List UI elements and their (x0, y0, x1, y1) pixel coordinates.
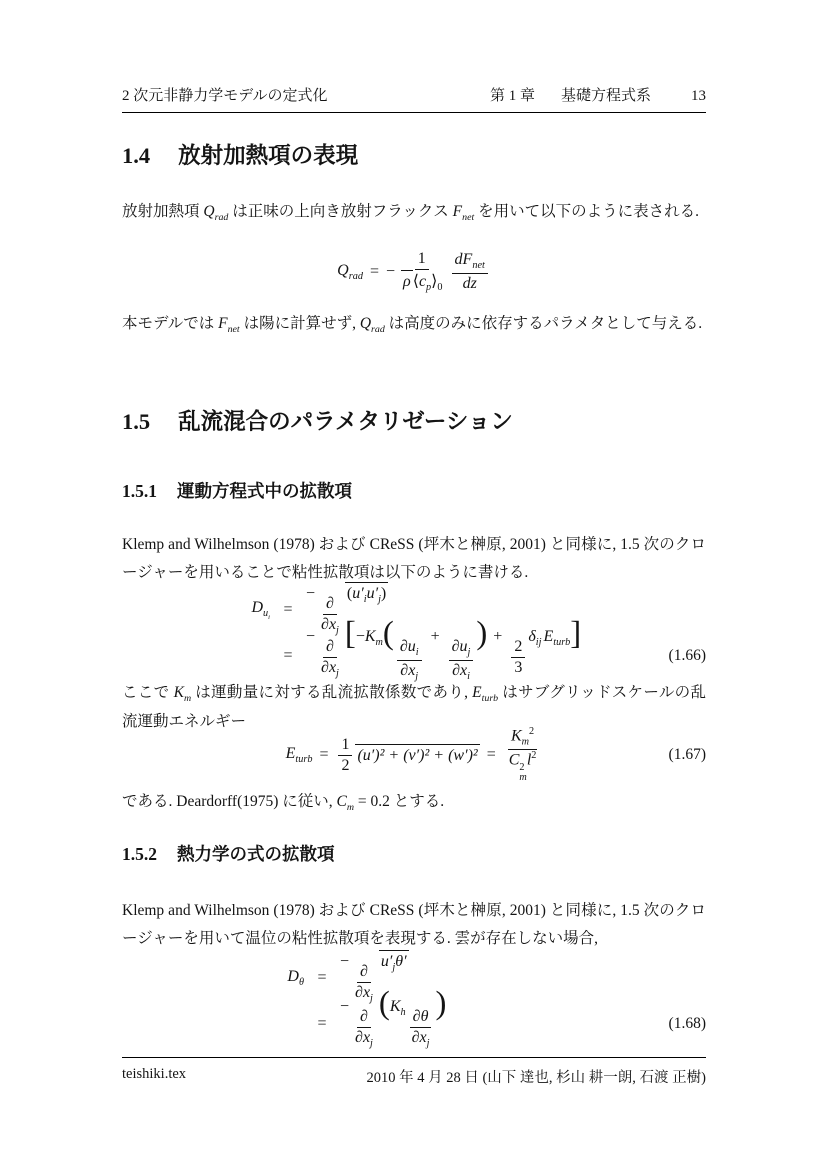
math-var-letter: ρ (403, 273, 411, 291)
relation: = (283, 600, 293, 618)
math-sub: θ (298, 977, 304, 989)
math-var-letter: ∂u (451, 637, 468, 655)
math-var-letter: ∂x (400, 661, 416, 679)
paren-close: ) (435, 985, 447, 1022)
fraction (398, 249, 446, 295)
math-sub: j (370, 993, 373, 1005)
math-sup: 2 (519, 761, 525, 773)
running-head-left: 2 次元非静力学モデルの定式化 (122, 88, 328, 104)
minus-sign: − (306, 628, 316, 645)
minus-sign: − (355, 628, 365, 645)
math-sub: rad (371, 324, 385, 336)
chapter-title: 基礎方程式系 (560, 88, 651, 104)
math-sub: j (336, 625, 339, 637)
math-var (173, 684, 192, 705)
math-var-letter: ∂x (321, 615, 337, 633)
section-number: 1.5 (122, 409, 151, 434)
fraction (452, 250, 488, 294)
relation: = (319, 746, 329, 763)
math-var-letter: E (472, 684, 482, 701)
paren: ( (346, 585, 353, 602)
section-1-4-heading (122, 138, 358, 170)
subsection-1-5-1-heading (122, 478, 352, 503)
running-head-right (490, 84, 706, 105)
math-sub: j (392, 962, 396, 974)
bracket-close: ] (570, 615, 582, 652)
text-run: = 0.2 とする. (354, 793, 445, 810)
math-var-letter: u′ (366, 585, 379, 602)
math-sub: m (521, 736, 530, 748)
equation-lhs (286, 745, 313, 765)
frac-num: ∂ (323, 594, 337, 615)
math-var-letter: u′ (352, 585, 364, 602)
minus-sign: − (340, 953, 350, 970)
relation: = (317, 968, 327, 986)
math-var-letter: E (543, 628, 554, 645)
math-var-letter: ∂u (399, 637, 416, 655)
frac-num (452, 250, 488, 274)
frac-den (318, 658, 342, 681)
relation: = (317, 1015, 327, 1033)
math-var-letter: F (218, 315, 228, 332)
frac-den (352, 1028, 376, 1051)
text-run: は正味の上向き放射フラックス (228, 203, 453, 220)
plus-sign: + (430, 628, 440, 645)
frac-den (506, 750, 540, 784)
equation-label: (1.68) (668, 1015, 706, 1033)
math-sub: net (462, 212, 475, 224)
fraction (338, 735, 352, 776)
math-sub: i (363, 594, 367, 606)
fraction (397, 637, 422, 684)
math-sub: turb (553, 637, 571, 649)
frac-den: 2 (341, 756, 350, 774)
math-var (452, 203, 475, 224)
equation-167 (122, 727, 706, 783)
relation: = (283, 646, 293, 664)
math-var (543, 628, 571, 649)
math-var (337, 262, 363, 282)
math-subsub: i (268, 614, 270, 622)
math-var-letter: δ (528, 628, 536, 645)
text-run: Klemp and Wilhelmson (1978) および CReSS (坪木と榊原, 2001) と同様に, 1.5 次のクロージャーを用いることで粘性拡散項は以下のように書ける. (122, 536, 706, 581)
paren-open: ( (378, 985, 390, 1022)
paragraph-klemp-2 (122, 897, 706, 953)
equation-rhs (340, 985, 642, 1051)
section-title: 放射加熱項の表現 (178, 143, 359, 168)
math-var (336, 793, 355, 814)
frac-num: ∂ (323, 637, 337, 658)
equation-lhs (122, 968, 304, 988)
math-sub: 0 (437, 282, 443, 294)
math-var-letter: dF (454, 251, 473, 269)
math-sup: 2 (529, 725, 535, 737)
math-sub: i (415, 647, 419, 659)
math-sub: turb (481, 693, 499, 705)
math-var (472, 684, 499, 705)
equation-label: (1.66) (668, 646, 706, 664)
math-sup: 2 (531, 750, 537, 762)
frac-den (409, 1028, 433, 1051)
chapter-label: 第 1 章 (489, 88, 535, 104)
math-var (389, 998, 406, 1019)
math-sub: m (346, 802, 355, 814)
subsection-number: 1.5.2 (122, 844, 157, 864)
frac-num (449, 637, 474, 661)
frac-num: ∂ (357, 962, 371, 983)
math-sub: j (336, 668, 339, 680)
math-var (359, 315, 385, 336)
math-var-letter: ∂x (452, 661, 468, 679)
math-var-letter: ∂x (355, 1028, 371, 1046)
fraction (449, 637, 474, 684)
frac-num (397, 637, 422, 661)
math-var-letter: ∂x (321, 658, 337, 676)
math-var-letter: D (287, 967, 299, 985)
math-var-letter: Q (337, 261, 349, 279)
math-var-letter: K (389, 998, 401, 1015)
equation-166-line2 (122, 615, 706, 683)
math-sub: j (467, 647, 471, 659)
fraction (511, 637, 525, 678)
math-var-letter: θ′ (395, 953, 407, 970)
fraction (409, 1007, 433, 1051)
text-run: Klemp and Wilhelmson (1978) および CReSS (坪木と榊原, 2001) と同様に, 1.5 次のクロージャーを用いて温位の粘性拡散項を表現する. 雲が存在しない場合, (122, 902, 706, 947)
bracket-open: [ (344, 615, 356, 652)
paragraph-klemp-1 (122, 531, 706, 587)
text-run: は運動量に対する乱流拡散係数であり, (191, 684, 473, 701)
math-var-letter: C (508, 751, 520, 769)
fraction (318, 637, 342, 681)
rho-bar (401, 270, 413, 291)
math-sub: ij (535, 637, 542, 649)
math-sub: p (426, 282, 432, 294)
math-var (528, 628, 542, 649)
text-run: である. Deardorff(1975) に従い, (122, 793, 337, 810)
math-var-letter: ∂x (355, 983, 371, 1001)
math-var-letter: C (336, 793, 347, 810)
equation-qrad (122, 243, 706, 301)
plus-sign: + (493, 628, 503, 645)
frac-den: 3 (514, 658, 523, 676)
math-sub: j (370, 1038, 373, 1050)
paren-open: ( (382, 615, 394, 652)
math-var (203, 203, 229, 224)
math-sub: m (183, 693, 192, 705)
math-sub: j (415, 671, 419, 683)
text-run: 本モデルでは (122, 315, 219, 332)
equation-label: (1.67) (668, 746, 706, 763)
math-var-letter: D (251, 598, 264, 616)
relation: = (369, 263, 379, 280)
overline-group (379, 950, 409, 974)
math-var (218, 315, 240, 336)
minus-sign: − (306, 585, 316, 602)
math-var-letter: l (526, 751, 532, 769)
frac-num: ∂θ (410, 1007, 432, 1028)
section-number: 1.4 (122, 143, 151, 168)
math-var-letter: K (510, 727, 522, 745)
equation-lhs (122, 599, 270, 621)
section-1-5-heading (122, 404, 513, 436)
math-var-letter: Q (203, 203, 215, 220)
overline-group (345, 582, 388, 606)
overline-group: (u′)² + (v′)² + (w′)² (355, 744, 479, 765)
math-sub: i (467, 671, 470, 683)
subsection-title: 運動方程式中の拡散項 (177, 481, 352, 501)
text-run: は陽に計算せず, (239, 315, 360, 332)
math-var-letter: u′ (380, 953, 393, 970)
section-title: 乱流混合のパラメタリゼーション (178, 409, 513, 434)
equation-168-line1 (122, 950, 706, 1005)
angle-close: ⟩ (431, 273, 438, 291)
page-header (122, 84, 706, 113)
math-sub: rad (214, 212, 229, 224)
math-sub: m (519, 772, 527, 784)
paren: ) (380, 585, 387, 602)
paren-close: ) (476, 615, 488, 652)
footer-filename: teishiki.tex (122, 1066, 187, 1082)
math-var-letter: K (364, 628, 376, 645)
page-footer (122, 1057, 706, 1087)
subsection-title: 熱力学の式の拡散項 (177, 844, 335, 864)
frac-num: 1 (415, 249, 429, 270)
math-sub: j (378, 594, 381, 606)
fraction (352, 1007, 376, 1051)
math-sub: rad (348, 271, 363, 283)
frac-den (398, 270, 446, 295)
paragraph-deardorff (122, 788, 706, 817)
equation-rhs (306, 615, 642, 684)
frac-num: ∂ (357, 1007, 371, 1028)
fraction (506, 726, 540, 784)
equation-168-line2 (122, 985, 706, 1050)
math-sub (263, 608, 270, 622)
subsection-number: 1.5.1 (122, 481, 157, 501)
math-var (364, 628, 383, 649)
footer-date-authors: 2010 年 4 月 28 日 (山下 達也, 杉山 耕一朗, 石渡 正樹) (366, 1070, 706, 1086)
frac-num: 1 (338, 735, 352, 756)
relation: = (486, 746, 496, 763)
math-sub: net (472, 260, 485, 272)
math-var-letter: u (263, 608, 269, 619)
text-run: 放射加熱項 (122, 203, 204, 220)
math-var-letter: K (173, 684, 184, 701)
minus-sign: − (340, 998, 350, 1015)
page-number: 13 (691, 88, 706, 104)
text-run: ここで (122, 684, 174, 701)
equation-166-line1 (122, 582, 706, 637)
math-sub: turb (295, 754, 313, 766)
subsection-1-5-2-heading (122, 841, 335, 866)
math-sub: j (426, 1038, 430, 1050)
text-run: はサブグリッドスケールの乱流運動エネルギー (122, 684, 706, 730)
supsub-stack (519, 763, 526, 784)
math-sub: h (400, 1007, 406, 1019)
minus-sign: − (385, 263, 395, 280)
text-run: を用いて以下のように表される. (474, 203, 699, 220)
math-var-letter: ∂x (411, 1028, 427, 1046)
math-var-letter: c (418, 273, 427, 291)
frac-den: dz (462, 274, 477, 292)
paragraph-radiative-heating (122, 198, 706, 227)
math-var-letter: E (285, 744, 296, 762)
angle-open: ⟨ (412, 273, 419, 291)
math-sub: m (375, 637, 383, 649)
frac-num: 2 (511, 637, 525, 658)
frac-num (508, 726, 537, 750)
math-var-letter: Q (359, 315, 372, 332)
math-sub: net (227, 324, 240, 336)
text-run: は高度のみに依存するパラメタとして与える. (384, 315, 703, 332)
paragraph-model-note (122, 310, 706, 339)
math-var-letter: F (452, 203, 463, 220)
